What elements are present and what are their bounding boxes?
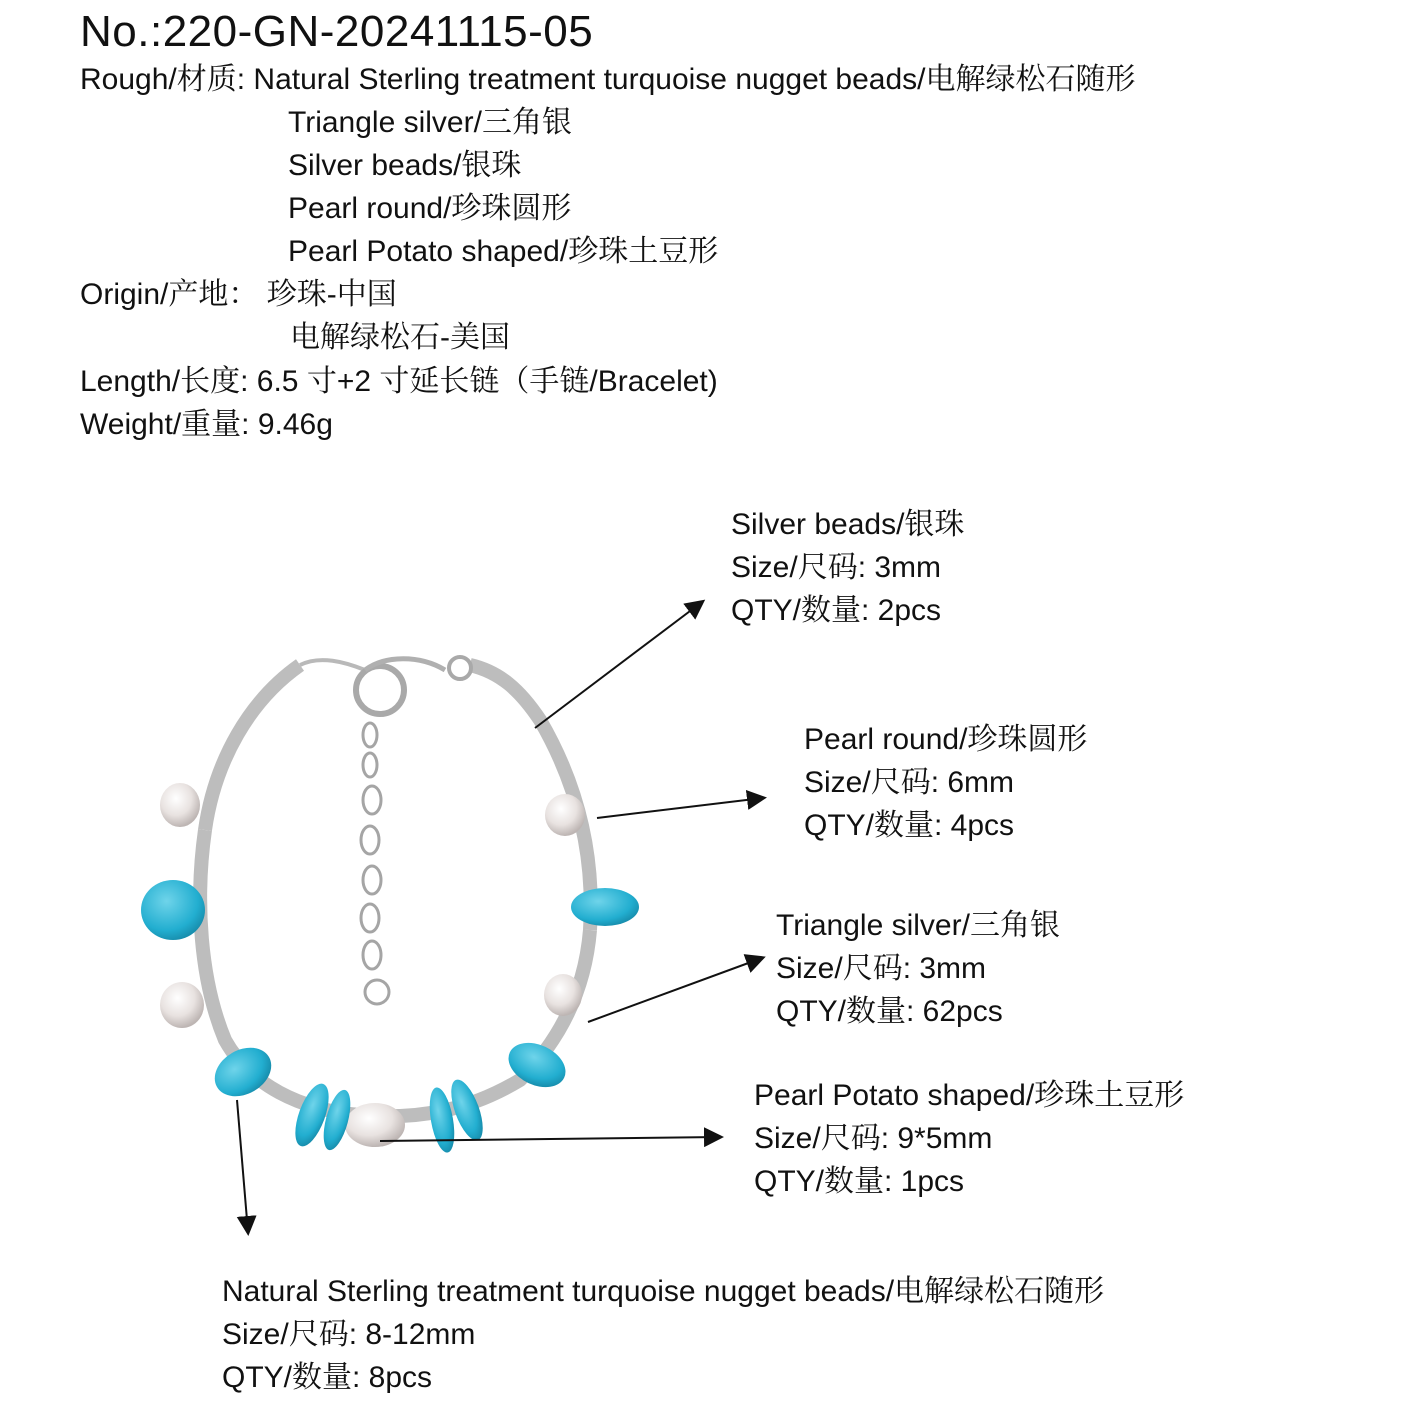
weight-value: 9.46g (257, 408, 333, 441)
arrow-silver-beads (535, 602, 702, 728)
callout-qty: QTY/数量: 4pcs (804, 809, 1015, 842)
length-label: Length/长度: (80, 365, 249, 398)
arrow-triangle-silver (588, 958, 762, 1022)
rough-item: Pearl round/珍珠圆形 (288, 192, 572, 225)
arrow-pearl-round (597, 798, 763, 818)
callout-title: Pearl Potato shaped/珍珠土豆形 (754, 1079, 1185, 1112)
lobster-clasp (356, 666, 404, 714)
length-value: 6.5 寸+2 寸延长链（手链/Bracelet) (256, 365, 718, 398)
callout-silver-beads (731, 503, 964, 632)
origin-label: Origin/产地： (80, 278, 259, 311)
weight-label: Weight/重量: (80, 408, 250, 441)
callout-title: Natural Sterling treatment turquoise nugget beads/电解绿松石随形 (222, 1275, 1105, 1308)
callout-size: Size/尺码: 9*5mm (754, 1122, 993, 1155)
product-number: No.:220-GN-20241115-05 (80, 7, 594, 56)
callout-title: Silver beads/银珠 (731, 508, 965, 541)
callout-size: Size/尺码: 3mm (731, 551, 942, 584)
rough-item: Silver beads/银珠 (288, 149, 522, 182)
rough-item: Pearl Potato shaped/珍珠土豆形 (288, 235, 719, 268)
callout-pearl-potato (754, 1074, 1184, 1203)
callout-qty: QTY/数量: 8pcs (222, 1361, 433, 1394)
callout-title: Pearl round/珍珠圆形 (804, 723, 1088, 756)
callout-qty: QTY/数量: 2pcs (731, 594, 942, 627)
arrow-pearl-potato (380, 1137, 720, 1141)
rough-item: Natural Sterling treatment turquoise nugget beads/电解绿松石随形 (253, 63, 1136, 96)
callout-title: Triangle silver/三角银 (776, 909, 1060, 942)
callout-qty: QTY/数量: 1pcs (754, 1165, 965, 1198)
extender-chain (361, 723, 389, 1004)
callout-pearl-round (804, 718, 1087, 847)
callout-qty: QTY/数量: 62pcs (776, 995, 1003, 1028)
callout-triangle-silver (776, 904, 1060, 1033)
origin-item: 珍珠-中国 (266, 278, 397, 311)
rough-label: Rough/材质: (80, 63, 246, 96)
rough-item: Triangle silver/三角银 (288, 106, 572, 139)
arrow-turquoise (237, 1100, 248, 1232)
callout-size: Size/尺码: 6mm (804, 766, 1015, 799)
callout-turquoise (222, 1270, 1104, 1399)
callout-size: Size/尺码: 3mm (776, 952, 987, 985)
origin-item: 电解绿松石-美国 (290, 321, 510, 354)
callout-size: Size/尺码: 8-12mm (222, 1318, 476, 1351)
